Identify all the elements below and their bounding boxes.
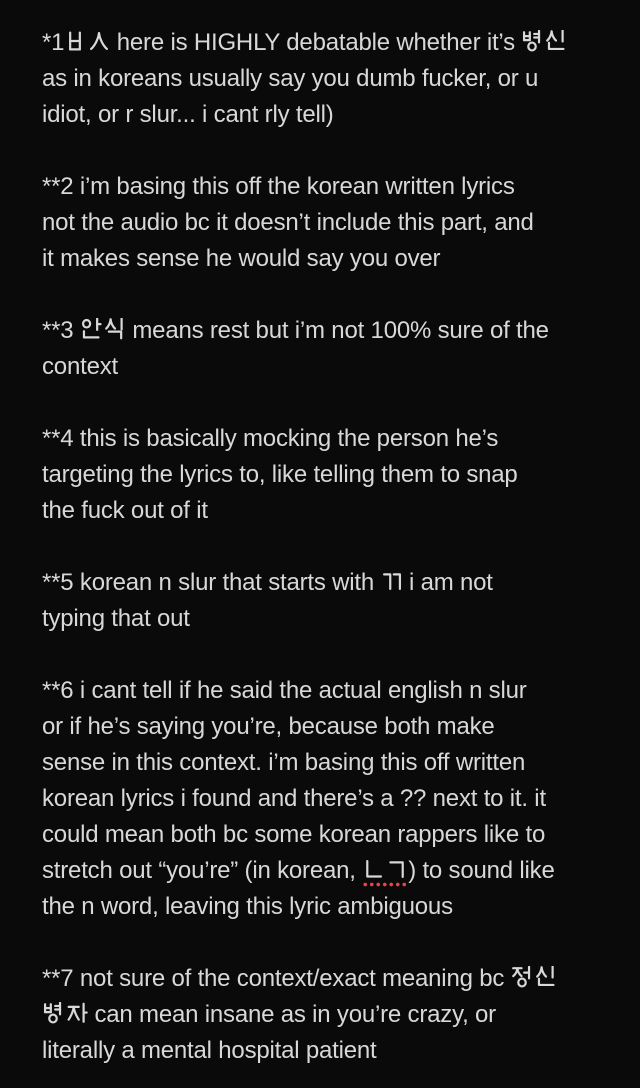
hangul-glyph	[386, 858, 408, 880]
note-paragraph	[42, 25, 624, 133]
note-line	[42, 817, 624, 853]
hangul-glyph	[64, 30, 86, 52]
korean-text	[381, 569, 403, 596]
note-paragraph	[42, 961, 624, 1069]
note-line	[42, 853, 624, 889]
note-line	[42, 205, 624, 241]
korean-text-spellcheck-flagged	[362, 857, 408, 887]
note-text: literally a mental hospital patient	[42, 1037, 377, 1064]
note-text: not the audio bc it doesn’t include this part, and	[42, 209, 534, 236]
note-line	[42, 61, 624, 97]
note-line	[42, 673, 624, 709]
note-text: stretch out “you’re” (in korean,	[42, 857, 363, 884]
note-line	[42, 997, 624, 1033]
note-text: typing that out	[42, 605, 190, 632]
korean-text	[80, 317, 126, 344]
note-line	[42, 457, 624, 493]
note-text: **2 i’m basing this off the korean written lyrics	[42, 173, 515, 200]
note-text: the n word, leaving this lyric ambiguous	[42, 893, 453, 920]
note-paragraph	[42, 313, 624, 385]
note-line	[42, 1033, 624, 1069]
hangul-glyph	[362, 858, 384, 880]
note-line	[42, 565, 624, 601]
hangul-glyph	[66, 1002, 88, 1024]
note-line	[42, 25, 624, 61]
note-text: **3	[42, 317, 80, 344]
note-text: **6 i cant tell if he said the actual english n slur	[42, 677, 527, 704]
korean-text	[64, 29, 110, 56]
note-paragraph	[42, 673, 624, 925]
korean-text	[42, 1001, 88, 1028]
note-text: idiot, or r slur... i cant rly tell)	[42, 101, 334, 128]
note-line	[42, 169, 624, 205]
hangul-glyph	[545, 30, 567, 52]
note-line	[42, 97, 624, 133]
note-line	[42, 241, 624, 277]
note-line	[42, 709, 624, 745]
note-paragraph	[42, 565, 624, 637]
note-text: could mean both bc some korean rappers like to	[42, 821, 546, 848]
note-text: here is HIGHLY debatable whether it’s	[110, 29, 522, 56]
hangul-glyph	[42, 1002, 64, 1024]
hangul-glyph	[88, 30, 110, 52]
note-text: sense in this context. i’m basing this off written	[42, 749, 526, 776]
note-text: *1	[42, 29, 65, 56]
note-line	[42, 601, 624, 637]
note-text: means rest but i’m not 100% sure of the	[125, 317, 549, 344]
note-text: or if he’s saying you’re, because both make	[42, 713, 495, 740]
note-text: the fuck out of it	[42, 497, 208, 524]
note-line	[42, 781, 624, 817]
hangul-glyph	[511, 966, 533, 988]
hangul-glyph	[381, 570, 403, 592]
note-line	[42, 493, 624, 529]
note-text: **5 korean n slur that starts with	[42, 569, 381, 596]
note-text: as in koreans usually say you dumb fucker, or u	[42, 65, 539, 92]
korean-text	[521, 29, 567, 56]
hangul-glyph	[104, 318, 126, 340]
note-text: ) to sound like	[408, 857, 555, 884]
note-line	[42, 745, 624, 781]
note-text: can mean insane as in you’re crazy, or	[88, 1001, 496, 1028]
note-line	[42, 889, 624, 925]
note-line	[42, 961, 624, 997]
note-text: i am not	[402, 569, 493, 596]
note-text: it makes sense he would say you over	[42, 245, 441, 272]
note-line	[42, 421, 624, 457]
note-paragraph	[42, 169, 624, 277]
note-text: **7 not sure of the context/exact meaning bc	[42, 965, 511, 992]
note-text: korean lyrics i found and there’s a ?? next to it. it	[42, 785, 546, 812]
note-line	[42, 349, 624, 385]
note-text: context	[42, 353, 118, 380]
hangul-glyph	[521, 30, 543, 52]
note-text: targeting the lyrics to, like telling them to snap	[42, 461, 518, 488]
hangul-glyph	[80, 318, 102, 340]
note-line	[42, 313, 624, 349]
hangul-glyph	[535, 966, 557, 988]
korean-text	[511, 965, 557, 992]
note-text: **4 this is basically mocking the person he’s	[42, 425, 499, 452]
note-paragraph	[42, 421, 624, 529]
